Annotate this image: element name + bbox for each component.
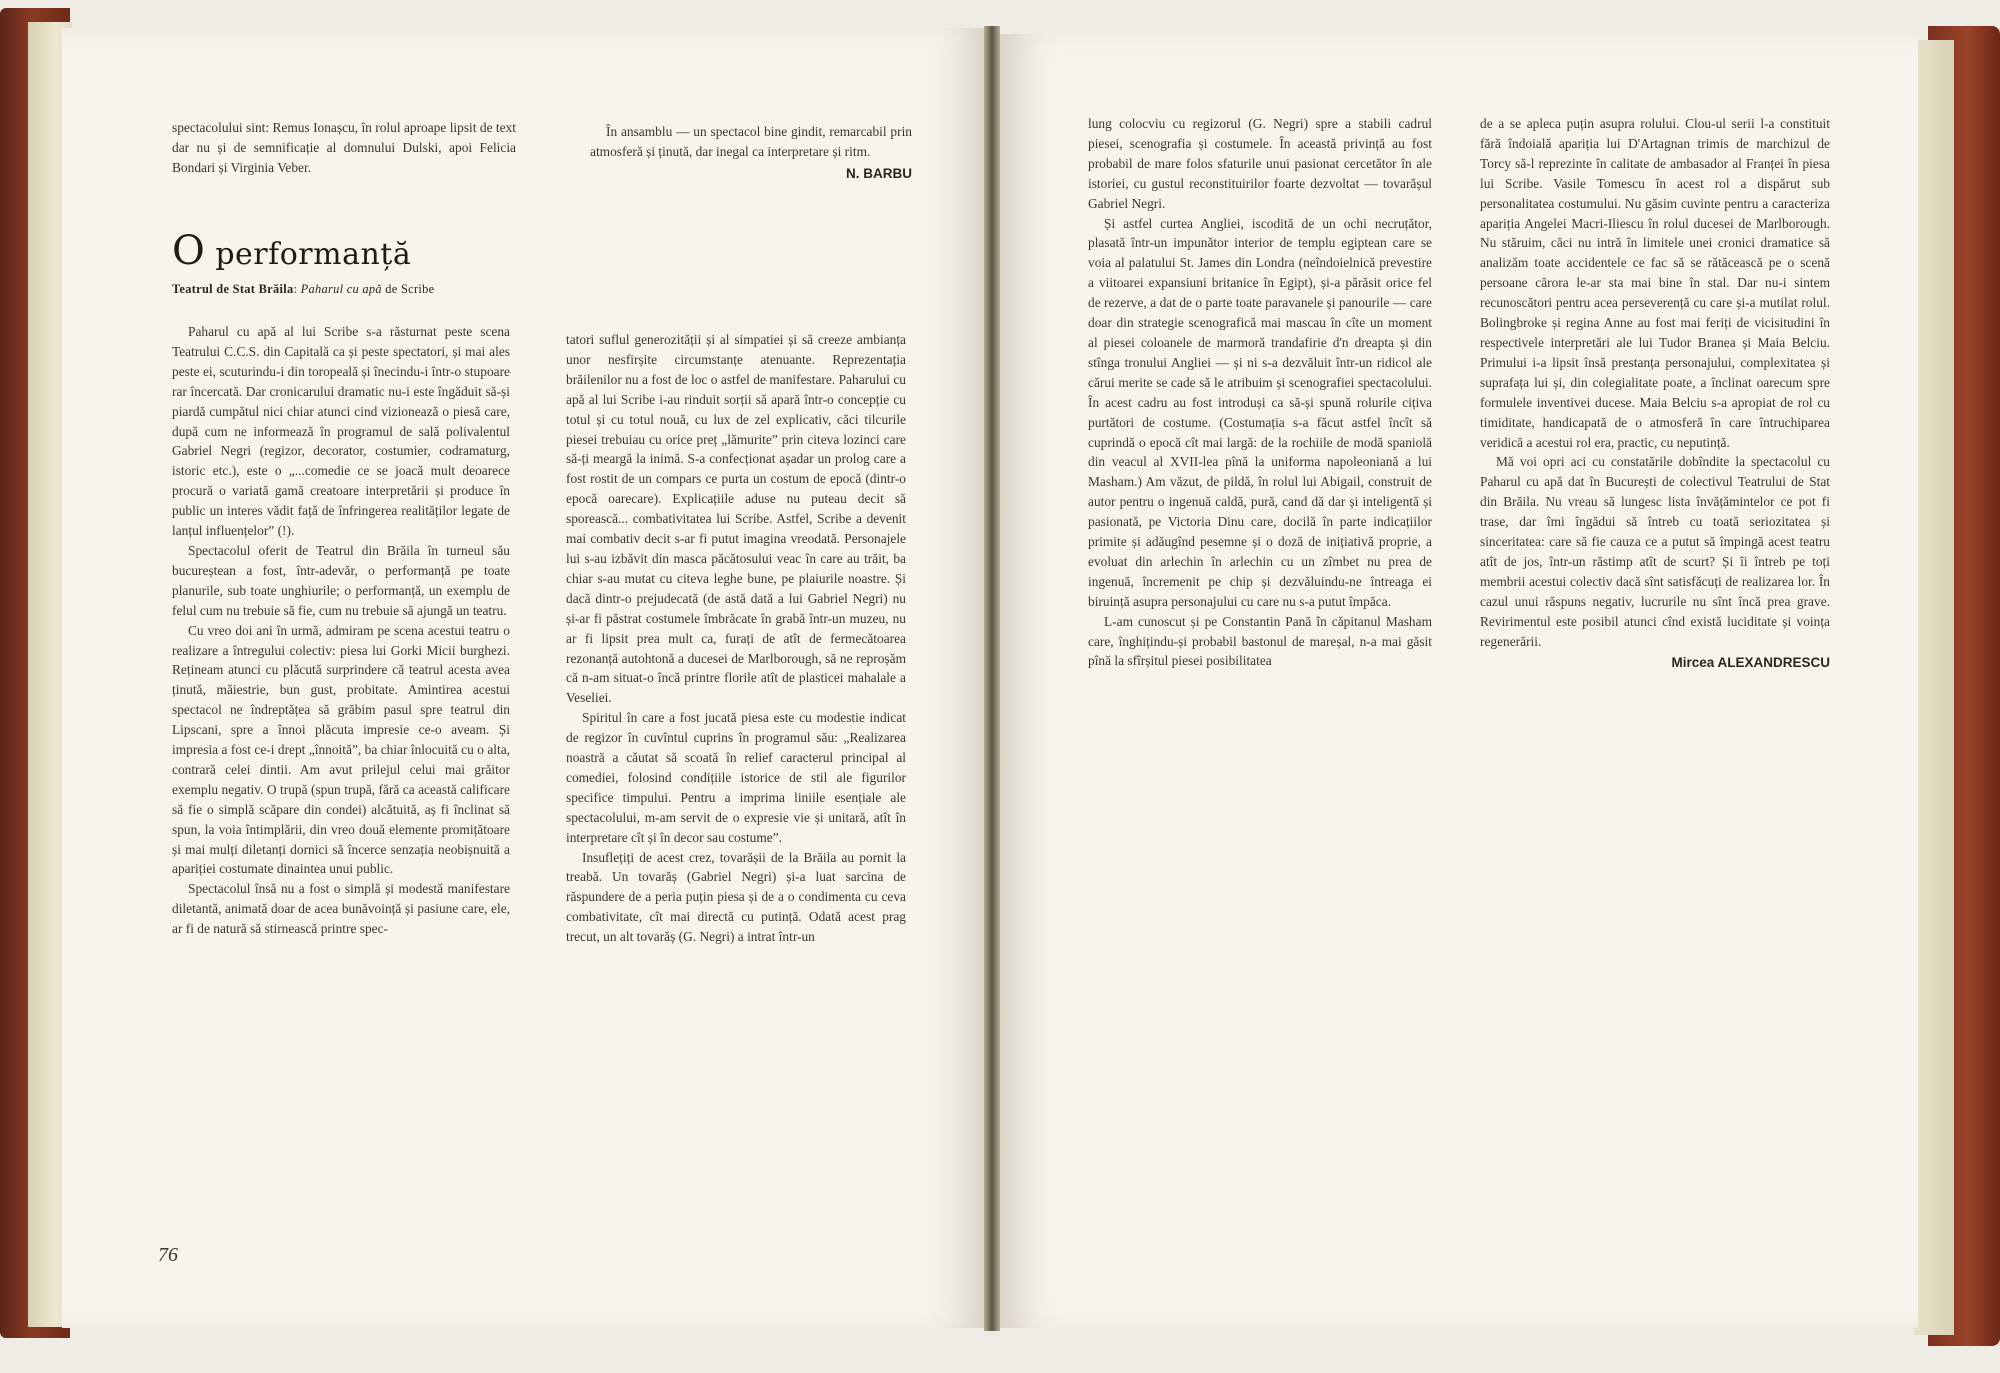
paragraph: Spectacolul oferit de Teatrul din Brăila în turneul său bucureștean a fost, într-adevăr, o performanță pe toate planurile, sub toate unghiurile; o performanță, un exemplu de felul cum nu trebuie să fie, cum nu trebuie să ajungă un teatru. <box>172 542 510 618</box>
paragraph: spectacolului sint: Remus Ionașcu, în rolul aproape lipsit de text dar nu și de semnificație al domnului Dulski, apoi Felicia Bondari și Virginia Veber. <box>172 120 516 175</box>
article-subtitle: Teatrul de Stat Brăila: Paharul cu apă de Scribe <box>172 282 435 296</box>
byline-barbu: N. BARBU <box>846 165 912 181</box>
book-gutter <box>984 26 1000 1331</box>
paragraph: L-am cunoscut și pe Constantin Pană în căpitanul Masham care, înghițindu-și probabil bastonul de mareșal, n-a mai găsit pînă la sfîrșitul piesei posibilitatea <box>1088 613 1432 669</box>
left-col2-main <box>566 330 906 947</box>
paragraph: tatori suflul generozității și al simpatiei și să creeze ambianța unor nesfirșite circumstanțe atenuante. Reprezentația brăilenilor nu a fost de loc o astfel de manifestare. Paharului cu apă al lui Scribe i-au rinduit sorții să apară într-o concepție cu totul și cu totul nouă, cu lux de zel explicativ, căci tilcurile piesei trebuiau cu orice preț „lămurite” prin citeva lozinci care să-ți meargă la inimă. S-a confecționat așadar un prolog care a fost rostit de un compars ce purta un costum de epocă (dintr-o epocă oarecare). Explicațiile aduse nu puteau decit să sporească... combativitatea lui Scribe. Astfel, Scribe a devenit mai combativ decit s-ar fi putut imagina vreodată. Personajele lui s-au izbăvit din masca păcătosului veac în care au trăit, ba chiar s-au mutat cu citeva leghe bune, pe plaiurile noastre. Și dacă dintr-o prejudecată (de astă dată a lui Gabriel Negri) nu și-ar fi păstrat costumele îmbrăcate în grabă într-un muzeu, nu ar fi lipsit prea mult ca, furați de atît de fermecătoarea rezonanță autohtonă a ducesei de Marlborough, să ne reproșăm că n-am situat-o încă printre florile atît de plasticei mahalale a Veseliei. <box>566 332 906 706</box>
paragraph: Paharul cu apă al lui Scribe s-a răsturnat peste scena Teatrului C.C.S. din Capitală ca și peste spectatori, și mai ales peste ei, scuturindu-i din toropeală și înecindu-i într-o stupoare rar încercată. Dar cronicarului dramatic nu-i este îngăduit să-și piardă cumpătul nici chiar atunci cind vizionează o piesă care, după cum ne informează în programul de sală polivalentul Gabriel Negri (regizor, decorator, costumier, codramaturg, istoric etc.), este o „...comedie ce se joacă mult deoarece procură o variată gamă creatoare interpretării și produce în public un interes vădit față de înfringerea realităților legate de lanțul influențelor” (!). <box>172 324 510 539</box>
page-number: 76 <box>158 1244 178 1266</box>
left-col2-top <box>590 122 912 184</box>
page-stack-right <box>1914 40 1954 1335</box>
paragraph: Mă voi opri aci cu constatările dobîndite la spectacolul cu Paharul cu apă dat în București de colectivul Teatrului de Stat din Brăila. Nu vreau să lungesc lista învățămintelor ce pot fi trase, dar îmi îngădui să întreb cu toată seriozitatea și sinceritatea: care să fie cauza ce a putut să împingă acest teatru atît de jos, într-un răstimp atît de scurt? Și îi întreb pe toți membrii acestui colectiv dacă sînt satisfăcuți de realizarea lor. În cazul unui răspuns negativ, lucrurile nu sînt încă prea grave. Revirimentul este posibil atunci cînd există luciditate și voința regenerării. <box>1480 454 1830 649</box>
article-title: O performanță <box>172 228 412 274</box>
byline-alexandrescu: Mircea ALEXANDRESCU <box>1671 655 1830 671</box>
paragraph: Și astfel curtea Angliei, iscodită de un ochi necruțător, plasată într-un impunător interior de templu egiptean care se voia al palatului St. James din Londra (neîndoielnică prevestire a viitoarei expansiuni britanice în Egipt), și-a părăsit orice fel de rezerve, a dat de o parte toate paravanele și panourile — care doar din strategie scenografică mai mascau în cîte un moment al piesei coloanele de marmoră trandafirie d'n dreapta și din stînga tronului Angliei — și ni s-a dezvăluit într-un ridicol ale cărui merite se cade să le atribuim și scenografiei spectacolului. În acest cadru au fost introduși ca să-și spună rolurile cițiva purtători de costume. (Costumația s-a făcut astfel încît să cuprindă o epocă cît mai largă: de la rochiile de modă spaniolă din veacul al XVII-lea pînă la uniforma napoleoniană a lui Masham.) Am văzut, de pildă, în rolul lui Abigail, construit de autor pentru o ingenuă caldă, pură, cand dă dar și inteligentă și pasionată, pe Victoria Dinu care, docilă în parte indicațiilor primite și adăugînd pesemne și o doză de inițiativă proprie, a evoluat din arlechin în arlechin cu un zîmbet nu prea de ingenuă, încremenit pe chip și dezvăluindu-ne întreaga ei biruință asupra personajului cu care nu s-a putut împăca. <box>1088 215 1432 609</box>
paragraph: de a se apleca puțin asupra rolului. Clou-ul serii l-a constituit fără îndoială apariția lui D'Artagnan trimis de marchizul de Torcy să-l reprezinte în calitate de ambasador al Franței în piesa lui Scribe. Vasile Tomescu în acest rol a dispărut sub personalitatea costumului. Nu găsim cuvinte pentru a caracteriza apariția Angelei Macri-Iliescu în rolul ducesei de Marlborough. Nu stăruim, căci nu intră în limitele unei cronici dramatice să analizăm toate accidentele ce fac să se rătăcească pe o scenă persoane cărora le-ar sta mai bine în stal. Dar nu-i sintem recunoscători pentru acea perseverență cu care și-a mutilat rolul. Bolingbroke și regina Anne au fost mai feriți de vicisitudini în respectivele interpretări ale lui Tudor Branea și Maia Belciu. Primului i-a lipsit însă prestanța personajului, complexitatea și suprafața lui și, din colegialitate poate, a înclinat oarecum spre formulele inventivei ducese. Maia Belciu s-a apropiat de rol cu timiditate, handicapată de o atmosferă în care întruchiparea veridică a acestui rol era, practic, cu neputință. <box>1480 116 1830 450</box>
paragraph: Insuflețiți de acest crez, tovarășii de la Brăila au pornit la treabă. Un tovarăș (Gabriel Negri) și-a luat sarcina de răspundere de a peria puțin piesa și de a o condimenta cu ceva combativitate, cît mai directă cu putință. Odată acest prag trecut, un alt tovarăș (G. Negri) a intrat într-un <box>566 849 906 945</box>
paragraph: Spiritul în care a fost jucată piesa este cu modestie indicat de regizor în cuvîntul cuprins în programul său: „Realizarea noastră a căutat să scoată în relief caracterul principal al comediei, folosind condițiile istorice de stil ale figurilor specifice timpului. Pentru a imprima liniile esențiale ale spectacolului, m-am servit de o expresie vie și unitară, atît în interpretare cît și în decor sau costume”. <box>566 710 906 845</box>
left-col1-top <box>172 118 516 178</box>
paragraph: În ansamblu — un spectacol bine gindit, remarcabil prin atmosferă și ținută, dar inegal ca interpretare și ritm. <box>590 124 912 159</box>
paragraph: Cu vreo doi ani în urmă, admiram pe scena acestui teatru o realizare a întregului colectiv: piesa lui Gorki Micii burghezi. Rețineam atunci cu plăcută surprindere că teatrul acesta avea ținută, măiestrie, bun gust, probitate. Amintirea acestui spectacol ne îndreptățea să grăbim pasul spre teatrul din Lipscani, spre a înnoi plăcuta impresie ce-o aveam. Și impresia a fost ce-i drept „înnoită”, ba chiar înlocuită cu o alta, contrară celei dintii. Am avut prilejul celui mai grăitor exemplu negativ. O trupă (spun trupă, fără ca această calificare să fie o simplă scăpare din condei) alcătuită, aș fi înclinat să spun, la voia întimplării, din vreo două elemente promițătoare și mai mulți diletanți dornici să încerce senzația neobișnuită a apariției costumate dinaintea unui public. <box>172 622 510 877</box>
right-col2 <box>1480 114 1830 673</box>
paragraph: Spectacolul însă nu a fost o simplă și modestă manifestare diletantă, animată doar de acea bunăvoință și pasiune care, ele, ar fi de natură să stirnească printre spec- <box>172 881 510 937</box>
left-col1-main <box>172 322 510 939</box>
paragraph: lung colocviu cu regizorul (G. Negri) spre a stabili cadrul piesei, scenografia și costumele. În această privință au fost probabil de mare folos sfaturile unui pasionat cercetător în ale istoriei, cu gustul reconstituirilor foarte dezvoltat — tovarășul Gabriel Negri. <box>1088 116 1432 211</box>
right-col1 <box>1088 114 1432 671</box>
